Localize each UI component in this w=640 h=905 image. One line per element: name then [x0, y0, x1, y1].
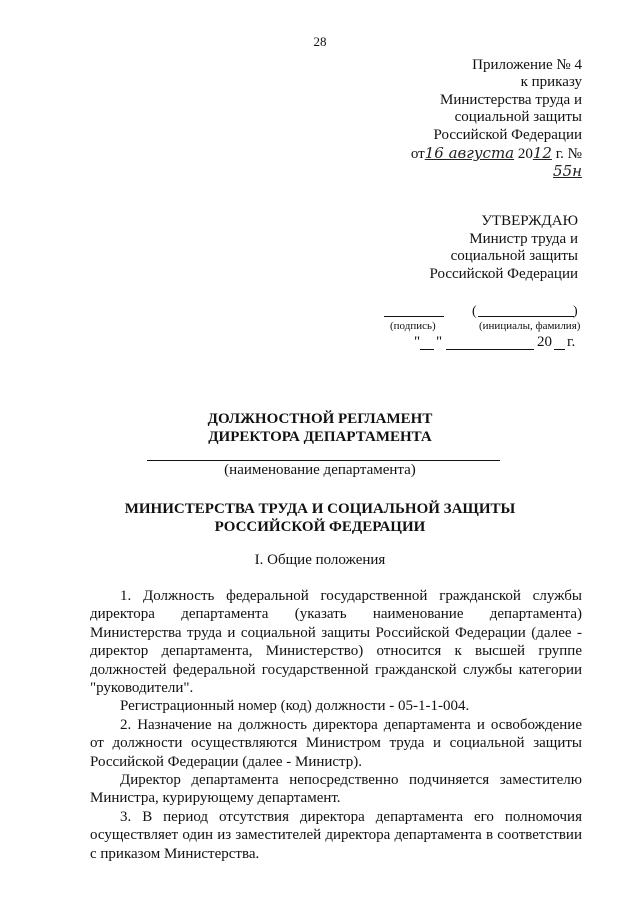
signature-label: (подпись) [390, 320, 436, 332]
date-quote-open: " [414, 334, 421, 350]
handwritten-number: 55н [553, 162, 582, 181]
order-date-line [400, 145, 582, 182]
handwritten-date: 16 августа [424, 144, 515, 163]
date-month-line [446, 349, 534, 350]
paragraph: 2. Назначение на должность директора департамента и освобождение от должности осуществляются Министром труда и социальной защиты Российской Федерации (далее - Министр). [90, 716, 582, 770]
department-name-label: (наименование департамента) [224, 462, 416, 478]
signature-line [384, 316, 444, 317]
ministry-title-line2: РОССИЙСКОЙ ФЕДЕРАЦИИ [214, 519, 426, 535]
document-title-line1: ДОЛЖНОСТНОЙ РЕГЛАМЕНТ [207, 411, 433, 427]
date-year-line [554, 349, 565, 350]
initials-close-paren: ) [573, 304, 578, 319]
date-year-end: г. [567, 334, 576, 350]
department-name-line [147, 460, 500, 461]
date-quote-close: " [436, 334, 443, 350]
date-year-prefix: 20 [537, 334, 552, 350]
section-heading: I. Общие положения [254, 552, 386, 568]
initials-open-paren: ( [472, 304, 477, 319]
handwritten-year: 12 [532, 144, 552, 163]
date-prefix: от [410, 146, 425, 163]
appendix-line: Российской Федерации [433, 126, 582, 143]
paragraph: 3. В период отсутствия директора департамента его полномочия осуществляет один из заместителей директора департамента в соответствии с приказом Министерства. [90, 808, 582, 862]
page-number: 28 [313, 34, 327, 49]
document-title-line2: ДИРЕКТОРА ДЕПАРТАМЕНТА [208, 429, 432, 445]
appendix-line: Приложение № 4 [472, 57, 582, 73]
number-prefix: г. № [555, 146, 582, 163]
date-day-line [420, 349, 434, 350]
section-body [90, 587, 582, 863]
appendix-line: к приказу [520, 74, 582, 91]
ministry-title-line1: МИНИСТЕРСТВА ТРУДА И СОЦИАЛЬНОЙ ЗАЩИТЫ [124, 501, 516, 517]
appendix-block [400, 57, 582, 182]
appendix-line: Министерства труда и [440, 91, 582, 108]
approval-heading: УТВЕРЖДАЮ [481, 213, 578, 229]
approval-date-line [412, 334, 582, 356]
approval-line: Российской Федерации [429, 265, 578, 282]
paragraph: Директор департамента непосредственно подчиняется заместителю Министра, курирующему департамент. [90, 772, 582, 807]
approval-block [400, 213, 578, 283]
year-prefix: 20 [517, 146, 533, 163]
approval-line: социальной защиты [450, 248, 578, 265]
initials-label: (инициалы, фамилия) [479, 320, 581, 332]
initials-line [478, 316, 574, 317]
paragraph: 1. Должность федеральной государственной гражданской службы директора департамента (указать наименование департамента) Министерства труда и социальной защиты Российской Федерации (далее - директор департамента, Министерство) относится к высшей группе должностей федеральной государственной гражданской службы категории "руководители". [90, 588, 582, 697]
paragraph: Регистрационный номер (код) должности - 05-1-1-004. [120, 698, 470, 715]
approval-line: Министр труда и [469, 230, 578, 247]
appendix-line: социальной защиты [454, 109, 582, 126]
